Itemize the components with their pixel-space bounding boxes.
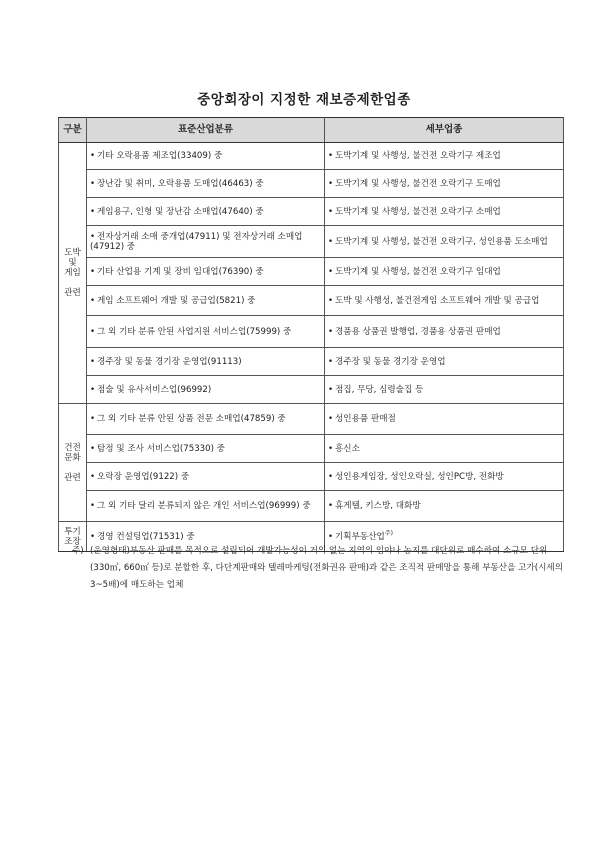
table-row <box>59 286 564 316</box>
table-row <box>59 463 564 491</box>
detail-cell: • 기획부동산업$^{주)}$ <box>325 522 564 552</box>
document-title: 중앙회장이 지정한 재보증제한업종 <box>197 92 411 108</box>
detail-cell: • 도박기계 및 사행성, 불건전 오락기구 소매업 <box>325 198 564 226</box>
standard-cell: • 기타 산업용 기계 및 장비 임대업(76390) 중 <box>87 258 325 286</box>
table-row <box>59 226 564 258</box>
table-row <box>59 258 564 286</box>
standard-cell: • 전자상거래 소매 중개업(47911) 및 전자상거래 소매업(47912) 중 <box>87 226 325 258</box>
detail-cell: • 흥신소 <box>325 435 564 463</box>
detail-cell: • 도박기계 및 사행성, 불건전 오락기구, 성인용품 도소매업 <box>325 226 564 258</box>
standard-cell: • 기타 오락용품 제조업(33409) 중 <box>87 143 325 170</box>
standard-cell: • 게임 소프트웨어 개발 및 공급업(5821) 중 <box>87 286 325 316</box>
group-label-speculation: 투기 조장 <box>59 522 87 552</box>
group-label-gambling: 도박 및 게임 관련 <box>59 143 87 404</box>
table-row <box>59 170 564 198</box>
standard-cell: • 탐정 및 조사 서비스업(75330) 중 <box>87 435 325 463</box>
detail-cell: • 경품용 상품권 발행업, 경품용 상품권 판매업 <box>325 316 564 348</box>
standard-cell: • 오락장 운영업(9122) 중 <box>87 463 325 491</box>
group-label-culture: 건전 문화 관련 <box>59 404 87 522</box>
footnote <box>72 543 566 594</box>
table-row <box>59 198 564 226</box>
standard-cell: • 경영 컨설팅업(71531) 중 <box>87 522 325 552</box>
header-category: 구분 <box>59 118 87 143</box>
detail-cell: • 성인용게임장, 성인오락실, 성인PC방, 전화방 <box>325 463 564 491</box>
standard-cell: • 점술 및 유사서비스업(96992) <box>87 376 325 404</box>
footnote-text: (운영형태)부동산 판매를 목적으로 설립되어 개발가능성이 거의 없는 지역의 임야나 농지를 대단위로 매수하여 소규모 단위(330㎡, 660㎡ 등)로 분할한 후, 다단계판매와 텔레마케팅(전화권유 판매)과 같은 조직적 판매망을 통해 부동산을 고가(시세의 3~5배)에 매도하는 업체 <box>90 546 564 590</box>
table-row <box>59 376 564 404</box>
table-row <box>59 404 564 435</box>
table-row <box>59 491 564 522</box>
standard-cell: • 게임용구, 인형 및 장난감 소매업(47640) 중 <box>87 198 325 226</box>
restricted-industries-table <box>58 117 564 552</box>
table-row <box>59 435 564 463</box>
standard-cell: • 장난감 및 취미, 오락용품 도매업(46463) 중 <box>87 170 325 198</box>
detail-cell: • 휴게텔, 키스방, 대화방 <box>325 491 564 522</box>
table-row <box>59 348 564 376</box>
detail-cell: • 도박기계 및 사행성, 불건전 오락기구 임대업 <box>325 258 564 286</box>
detail-cell: • 성인용품 판매점 <box>325 404 564 435</box>
footnote-reference: 주) <box>384 529 393 537</box>
header-standard-classification: 표준산업분류 <box>87 118 325 143</box>
standard-cell: • 그 외 기타 분류 안된 상품 전문 소매업(47859) 중 <box>87 404 325 435</box>
table-header-row <box>59 118 564 143</box>
table-row <box>59 316 564 348</box>
detail-cell: • 경주장 및 동물 경기장 운영업 <box>325 348 564 376</box>
detail-cell: • 점집, 무당, 심령술집 등 <box>325 376 564 404</box>
detail-cell: • 도박기계 및 사행성, 불건전 오락기구 도매업 <box>325 170 564 198</box>
standard-cell: • 경주장 및 동물 경기장 운영업(91113) <box>87 348 325 376</box>
detail-cell: • 도박기계 및 사행성, 불건전 오락기구 제조업 <box>325 143 564 170</box>
standard-cell: • 그 외 기타 분류 안된 사업지원 서비스업(75999) 중 <box>87 316 325 348</box>
footnote-mark: 주) <box>72 546 84 556</box>
table-row <box>59 143 564 170</box>
standard-cell: • 그 외 기타 달리 분류되지 않은 개인 서비스업(96999) 중 <box>87 491 325 522</box>
detail-cell: • 도박 및 사행성, 불건전게임 소프트웨어 개발 및 공급업 <box>325 286 564 316</box>
header-detail-industry: 세부업종 <box>325 118 564 143</box>
